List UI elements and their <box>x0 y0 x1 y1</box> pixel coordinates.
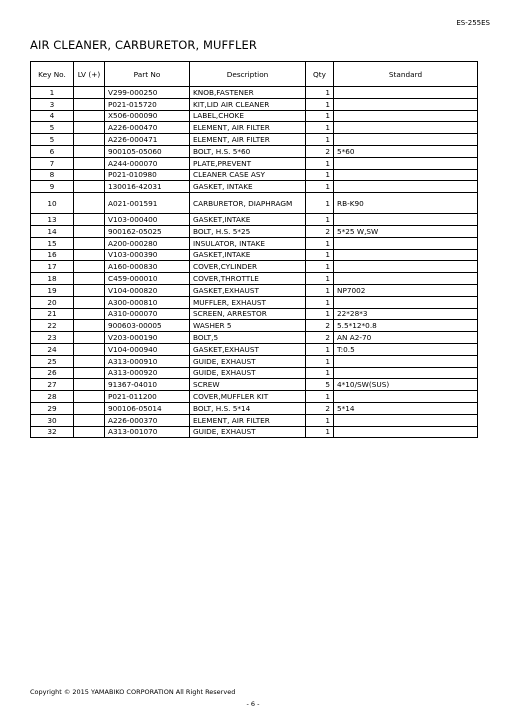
cell-lv <box>74 98 105 110</box>
cell-qty: 1 <box>306 157 334 169</box>
table-row <box>31 308 478 320</box>
cell-standard <box>334 273 478 285</box>
cell-key-no: 29 <box>31 402 74 414</box>
cell-lv <box>74 296 105 308</box>
cell-part-no: A226-000370 <box>105 414 190 426</box>
cell-qty: 1 <box>306 355 334 367</box>
cell-qty: 1 <box>306 261 334 273</box>
cell-key-no: 3 <box>31 98 74 110</box>
cell-qty: 1 <box>306 122 334 134</box>
model-code: ES-255ES <box>456 19 490 27</box>
header-key-no: Key No. <box>31 62 74 87</box>
table-row <box>31 193 478 214</box>
cell-description: ELEMENT, AIR FILTER <box>190 122 306 134</box>
cell-part-no: V103-000390 <box>105 249 190 261</box>
cell-lv <box>74 414 105 426</box>
cell-key-no: 27 <box>31 379 74 391</box>
cell-lv <box>74 87 105 99</box>
cell-lv <box>74 193 105 214</box>
cell-part-no: A300-000810 <box>105 296 190 308</box>
cell-part-no: V203-000190 <box>105 332 190 344</box>
cell-description: BOLT, H.S. 5*14 <box>190 402 306 414</box>
cell-key-no: 30 <box>31 414 74 426</box>
cell-standard <box>334 214 478 226</box>
cell-qty: 1 <box>306 237 334 249</box>
cell-part-no: V103-000400 <box>105 214 190 226</box>
cell-qty: 2 <box>306 225 334 237</box>
cell-standard <box>334 157 478 169</box>
cell-key-no: 5 <box>31 134 74 146</box>
cell-standard: RB-K90 <box>334 193 478 214</box>
cell-part-no: P021-010980 <box>105 169 190 181</box>
cell-qty: 1 <box>306 343 334 355</box>
cell-standard <box>334 261 478 273</box>
table-row <box>31 414 478 426</box>
cell-part-no: C459-000010 <box>105 273 190 285</box>
table-row <box>31 145 478 157</box>
cell-part-no: A226-000471 <box>105 134 190 146</box>
cell-part-no: A226-000470 <box>105 122 190 134</box>
cell-key-no: 22 <box>31 320 74 332</box>
cell-lv <box>74 379 105 391</box>
cell-key-no: 20 <box>31 296 74 308</box>
cell-description: SCREW <box>190 379 306 391</box>
cell-lv <box>74 355 105 367</box>
table-header-row <box>31 62 478 87</box>
cell-standard: 5.5*12*0.8 <box>334 320 478 332</box>
cell-standard: NP7002 <box>334 284 478 296</box>
table-row <box>31 110 478 122</box>
cell-description: INSULATOR, INTAKE <box>190 237 306 249</box>
cell-standard <box>334 122 478 134</box>
cell-lv <box>74 402 105 414</box>
table-row <box>31 367 478 379</box>
cell-qty: 1 <box>306 193 334 214</box>
cell-description: KIT,LID AIR CLEANER <box>190 98 306 110</box>
cell-part-no: X506-000090 <box>105 110 190 122</box>
cell-description: GASKET,INTAKE <box>190 214 306 226</box>
cell-description: CLEANER CASE ASY <box>190 169 306 181</box>
cell-key-no: 1 <box>31 87 74 99</box>
table-row <box>31 181 478 193</box>
cell-qty: 2 <box>306 332 334 344</box>
cell-part-no: A160-000830 <box>105 261 190 273</box>
cell-key-no: 23 <box>31 332 74 344</box>
cell-key-no: 10 <box>31 193 74 214</box>
cell-standard <box>334 169 478 181</box>
cell-standard: T:0.5 <box>334 343 478 355</box>
cell-qty: 1 <box>306 181 334 193</box>
cell-description: SCREEN, ARRESTOR <box>190 308 306 320</box>
cell-lv <box>74 134 105 146</box>
cell-part-no: A313-000920 <box>105 367 190 379</box>
cell-lv <box>74 332 105 344</box>
cell-lv <box>74 320 105 332</box>
table-row <box>31 379 478 391</box>
table-row <box>31 157 478 169</box>
cell-qty: 1 <box>306 296 334 308</box>
table-row <box>31 426 478 438</box>
cell-description: CARBURETOR, DIAPHRAGM <box>190 193 306 214</box>
cell-part-no: V299-000250 <box>105 87 190 99</box>
cell-lv <box>74 181 105 193</box>
table-row <box>31 320 478 332</box>
cell-description: WASHER 5 <box>190 320 306 332</box>
cell-description: ELEMENT, AIR FILTER <box>190 414 306 426</box>
cell-lv <box>74 273 105 285</box>
table-row <box>31 87 478 99</box>
cell-lv <box>74 249 105 261</box>
table-row <box>31 332 478 344</box>
cell-lv <box>74 426 105 438</box>
cell-key-no: 24 <box>31 343 74 355</box>
cell-description: BOLT, H.S. 5*60 <box>190 145 306 157</box>
cell-lv <box>74 237 105 249</box>
cell-lv <box>74 157 105 169</box>
cell-part-no: A310-000070 <box>105 308 190 320</box>
cell-description: COVER,MUFFLER KIT <box>190 391 306 403</box>
cell-lv <box>74 214 105 226</box>
cell-key-no: 16 <box>31 249 74 261</box>
cell-key-no: 28 <box>31 391 74 403</box>
table-row <box>31 261 478 273</box>
cell-description: ELEMENT, AIR FILTER <box>190 134 306 146</box>
cell-qty: 1 <box>306 169 334 181</box>
cell-lv <box>74 284 105 296</box>
cell-lv <box>74 145 105 157</box>
cell-description: GASKET,EXHAUST <box>190 284 306 296</box>
cell-lv <box>74 261 105 273</box>
cell-description: GUIDE, EXHAUST <box>190 426 306 438</box>
cell-lv <box>74 225 105 237</box>
cell-part-no: 900603-00005 <box>105 320 190 332</box>
cell-standard <box>334 110 478 122</box>
parts-table <box>30 61 478 438</box>
copyright-notice: Copyright © 2015 YAMABIKO CORPORATION All Right Reserved <box>30 688 236 696</box>
cell-description: GUIDE, EXHAUST <box>190 367 306 379</box>
cell-qty: 2 <box>306 320 334 332</box>
cell-lv <box>74 122 105 134</box>
table-row <box>31 249 478 261</box>
table-row <box>31 284 478 296</box>
cell-key-no: 7 <box>31 157 74 169</box>
cell-key-no: 19 <box>31 284 74 296</box>
cell-qty: 1 <box>306 87 334 99</box>
cell-part-no: A244-000070 <box>105 157 190 169</box>
cell-part-no: P021-015720 <box>105 98 190 110</box>
header-lv: LV (+) <box>74 62 105 87</box>
parts-table-body <box>31 87 478 438</box>
cell-standard <box>334 391 478 403</box>
table-row <box>31 122 478 134</box>
cell-standard <box>334 414 478 426</box>
table-row <box>31 237 478 249</box>
cell-key-no: 32 <box>31 426 74 438</box>
page-title: AIR CLEANER, CARBURETOR, MUFFLER <box>30 38 257 52</box>
cell-standard <box>334 181 478 193</box>
cell-description: GASKET,INTAKE <box>190 249 306 261</box>
cell-standard <box>334 249 478 261</box>
cell-description: MUFFLER, EXHAUST <box>190 296 306 308</box>
cell-part-no: 900162-05025 <box>105 225 190 237</box>
cell-part-no: A313-001070 <box>105 426 190 438</box>
cell-qty: 1 <box>306 367 334 379</box>
table-row <box>31 402 478 414</box>
cell-key-no: 5 <box>31 122 74 134</box>
cell-qty: 1 <box>306 273 334 285</box>
cell-part-no: A021-001591 <box>105 193 190 214</box>
table-row <box>31 355 478 367</box>
cell-standard: 5*60 <box>334 145 478 157</box>
cell-qty: 2 <box>306 145 334 157</box>
table-row <box>31 214 478 226</box>
table-row <box>31 134 478 146</box>
cell-description: KNOB,FASTENER <box>190 87 306 99</box>
cell-key-no: 25 <box>31 355 74 367</box>
cell-qty: 1 <box>306 98 334 110</box>
cell-description: COVER,CYLINDER <box>190 261 306 273</box>
cell-standard <box>334 134 478 146</box>
header-part-no: Part No <box>105 62 190 87</box>
cell-key-no: 17 <box>31 261 74 273</box>
cell-key-no: 8 <box>31 169 74 181</box>
cell-qty: 1 <box>306 391 334 403</box>
cell-key-no: 21 <box>31 308 74 320</box>
table-row <box>31 169 478 181</box>
cell-standard <box>334 367 478 379</box>
cell-qty: 1 <box>306 426 334 438</box>
header-description: Description <box>190 62 306 87</box>
cell-lv <box>74 308 105 320</box>
cell-key-no: 9 <box>31 181 74 193</box>
cell-qty: 5 <box>306 379 334 391</box>
table-row <box>31 273 478 285</box>
cell-qty: 1 <box>306 134 334 146</box>
table-row <box>31 391 478 403</box>
cell-standard <box>334 87 478 99</box>
cell-standard: AN A2-70 <box>334 332 478 344</box>
cell-lv <box>74 343 105 355</box>
cell-part-no: 900106-05014 <box>105 402 190 414</box>
cell-description: PLATE,PREVENT <box>190 157 306 169</box>
cell-part-no: 91367-04010 <box>105 379 190 391</box>
cell-description: BOLT,5 <box>190 332 306 344</box>
cell-qty: 1 <box>306 214 334 226</box>
cell-qty: 2 <box>306 402 334 414</box>
cell-standard <box>334 355 478 367</box>
cell-part-no: P021-011200 <box>105 391 190 403</box>
cell-key-no: 26 <box>31 367 74 379</box>
cell-part-no: 130016-42031 <box>105 181 190 193</box>
cell-qty: 1 <box>306 249 334 261</box>
cell-standard: 5*14 <box>334 402 478 414</box>
cell-part-no: 900105-05060 <box>105 145 190 157</box>
cell-key-no: 4 <box>31 110 74 122</box>
cell-key-no: 6 <box>31 145 74 157</box>
cell-description: BOLT, H.S. 5*25 <box>190 225 306 237</box>
cell-lv <box>74 367 105 379</box>
cell-part-no: A200-000280 <box>105 237 190 249</box>
cell-standard <box>334 98 478 110</box>
table-row <box>31 98 478 110</box>
cell-description: GASKET, INTAKE <box>190 181 306 193</box>
cell-standard <box>334 426 478 438</box>
cell-key-no: 15 <box>31 237 74 249</box>
table-row <box>31 343 478 355</box>
cell-qty: 1 <box>306 284 334 296</box>
table-row <box>31 296 478 308</box>
cell-part-no: V104-000820 <box>105 284 190 296</box>
cell-standard: 4*10/SW(SUS) <box>334 379 478 391</box>
header-qty: Qty <box>306 62 334 87</box>
cell-key-no: 13 <box>31 214 74 226</box>
cell-part-no: V104-000940 <box>105 343 190 355</box>
cell-lv <box>74 169 105 181</box>
page-number: - 6 - <box>246 700 260 708</box>
cell-standard: 22*28*3 <box>334 308 478 320</box>
cell-description: GUIDE, EXHAUST <box>190 355 306 367</box>
cell-standard <box>334 296 478 308</box>
cell-description: COVER,THROTTLE <box>190 273 306 285</box>
cell-description: LABEL,CHOKE <box>190 110 306 122</box>
cell-lv <box>74 391 105 403</box>
cell-description: GASKET,EXHAUST <box>190 343 306 355</box>
table-row <box>31 225 478 237</box>
cell-standard <box>334 237 478 249</box>
cell-part-no: A313-000910 <box>105 355 190 367</box>
cell-key-no: 18 <box>31 273 74 285</box>
cell-qty: 1 <box>306 110 334 122</box>
cell-lv <box>74 110 105 122</box>
cell-qty: 1 <box>306 414 334 426</box>
cell-qty: 1 <box>306 308 334 320</box>
cell-standard: 5*25 W,SW <box>334 225 478 237</box>
cell-key-no: 14 <box>31 225 74 237</box>
header-standard: Standard <box>334 62 478 87</box>
